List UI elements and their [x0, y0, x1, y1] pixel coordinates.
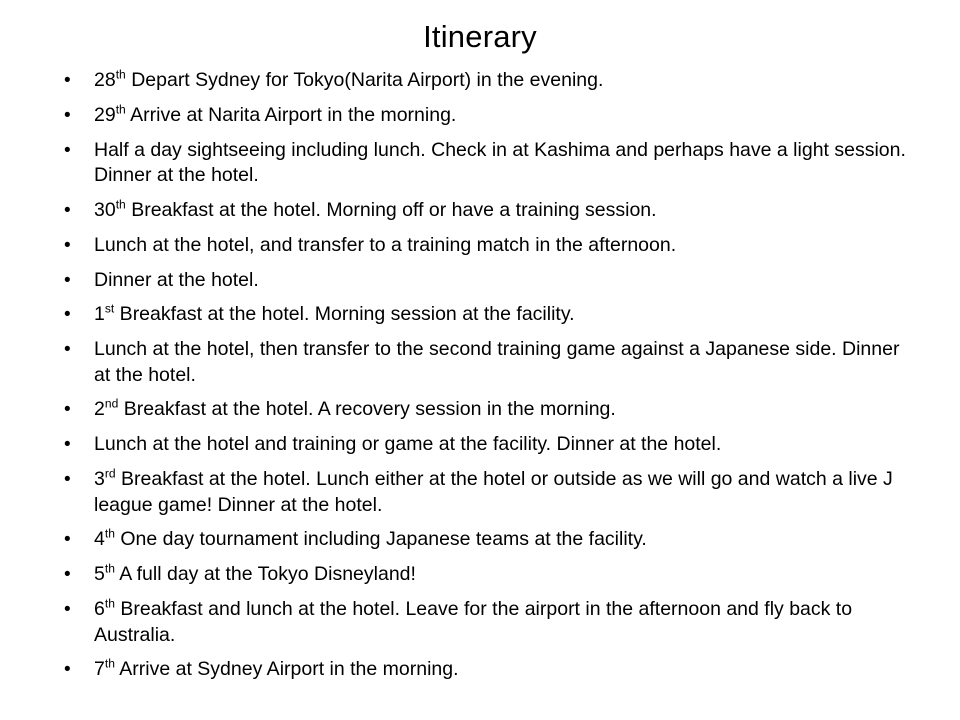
list-item-day-ordinal-suffix: th [115, 197, 126, 212]
bullet-dot-icon: • [64, 234, 71, 256]
list-item-text [94, 432, 908, 458]
bullet-dot-icon: • [64, 529, 71, 551]
list-item-day-ordinal-suffix: th [104, 561, 115, 576]
list-item-body: Lunch at the hotel and training or game at the facility. Dinner at the hotel. [94, 433, 722, 456]
list-item-body: One day tournament including Japanese teams at the facility. [114, 528, 647, 551]
bullet-dot-icon: • [64, 564, 71, 586]
bullet-dot-icon: • [64, 139, 71, 161]
list-item-day-ordinal-suffix: th [104, 526, 115, 541]
list-item-text [94, 198, 908, 224]
list-item [48, 198, 908, 224]
list-item-text [94, 467, 908, 518]
list-item-day-ordinal-suffix: th [104, 596, 115, 611]
list-item-text [94, 233, 908, 259]
list-item-day-ordinal-suffix: nd [104, 396, 119, 411]
list-item [48, 467, 908, 518]
list-item-day-ordinal-suffix: rd [104, 466, 116, 481]
list-item-day-number: 30 [94, 199, 116, 222]
list-item-body: Depart Sydney for Tokyo(Narita Airport) in the evening. [125, 69, 604, 92]
list-item [48, 562, 908, 588]
list-item-text [94, 337, 908, 388]
list-item-body: Half a day sightseeing including lunch. Check in at Kashima and perhaps have a light session. Dinner at the hotel. [94, 138, 906, 187]
list-item [48, 337, 908, 388]
bullet-dot-icon: • [64, 269, 71, 291]
bullet-dot-icon: • [64, 338, 71, 360]
list-item-text [94, 562, 908, 588]
list-item [48, 657, 908, 683]
list-item-day-ordinal-suffix: th [115, 102, 126, 117]
list-item [48, 397, 908, 423]
list-item-body: Lunch at the hotel, then transfer to the second training game against a Japanese side. Dinner at the hotel. [94, 337, 900, 386]
list-item-body: Arrive at Sydney Airport in the morning. [114, 658, 459, 681]
list-item [48, 527, 908, 553]
bullet-dot-icon: • [64, 304, 71, 326]
bullet-dot-icon: • [64, 104, 71, 126]
list-item-body: A full day at the Tokyo Disneyland! [114, 563, 416, 586]
list-item [48, 138, 908, 189]
list-item-day-number: 2 [94, 398, 105, 421]
list-item-text [94, 138, 908, 189]
list-item-body: Breakfast at the hotel. Morning session at the facility. [114, 303, 575, 326]
list-item [48, 268, 908, 294]
list-item-body: Arrive at Narita Airport in the morning. [125, 103, 457, 126]
list-item-text [94, 302, 908, 328]
list-item-body: Breakfast at the hotel. Lunch either at the hotel or outside as we will go and watch a live J league game! Dinner at the hotel. [94, 467, 893, 516]
page-title: Itinerary [423, 19, 537, 54]
list-item-text [94, 397, 908, 423]
bullet-dot-icon: • [64, 598, 71, 620]
list-item-body: Lunch at the hotel, and transfer to a training match in the afternoon. [94, 233, 677, 256]
list-item-day-number: 5 [94, 563, 105, 586]
bullet-dot-icon: • [64, 434, 71, 456]
list-item-text [94, 597, 908, 648]
list-item [48, 432, 908, 458]
list-item-day-number: 28 [94, 69, 116, 92]
list-item-body: Breakfast at the hotel. Morning off or have a training session. [125, 199, 657, 222]
bullet-dot-icon: • [64, 70, 71, 92]
list-item-body: Dinner at the hotel. [94, 268, 259, 291]
bullet-dot-icon: • [64, 468, 71, 490]
list-item [48, 103, 908, 129]
list-item [48, 68, 908, 94]
list-item-body: Breakfast at the hotel. A recovery session in the morning. [118, 398, 616, 421]
list-item-text [94, 268, 908, 294]
list-item-day-number: 6 [94, 597, 105, 620]
list-item-day-number: 7 [94, 658, 105, 681]
list-item [48, 597, 908, 648]
list-item-day-number: 3 [94, 467, 105, 490]
list-item-day-number: 1 [94, 303, 105, 326]
list-item-day-number: 29 [94, 103, 116, 126]
bullet-dot-icon: • [64, 399, 71, 421]
list-item-body: Breakfast and lunch at the hotel. Leave for the airport in the afternoon and fly back to Australia. [94, 597, 853, 646]
list-item-text [94, 103, 908, 129]
list-item [48, 233, 908, 259]
list-item-day-number: 4 [94, 528, 105, 551]
list-item-day-ordinal-suffix: th [104, 656, 115, 671]
list-item-text [94, 527, 908, 553]
list-item-day-ordinal-suffix: th [115, 67, 126, 82]
list-item-text [94, 68, 908, 94]
itinerary-bullet-list [0, 68, 960, 683]
bullet-dot-icon: • [64, 200, 71, 222]
list-item-day-ordinal-suffix: st [104, 301, 115, 316]
list-item [48, 302, 908, 328]
bullet-dot-icon: • [64, 659, 71, 681]
list-item-text [94, 657, 908, 683]
